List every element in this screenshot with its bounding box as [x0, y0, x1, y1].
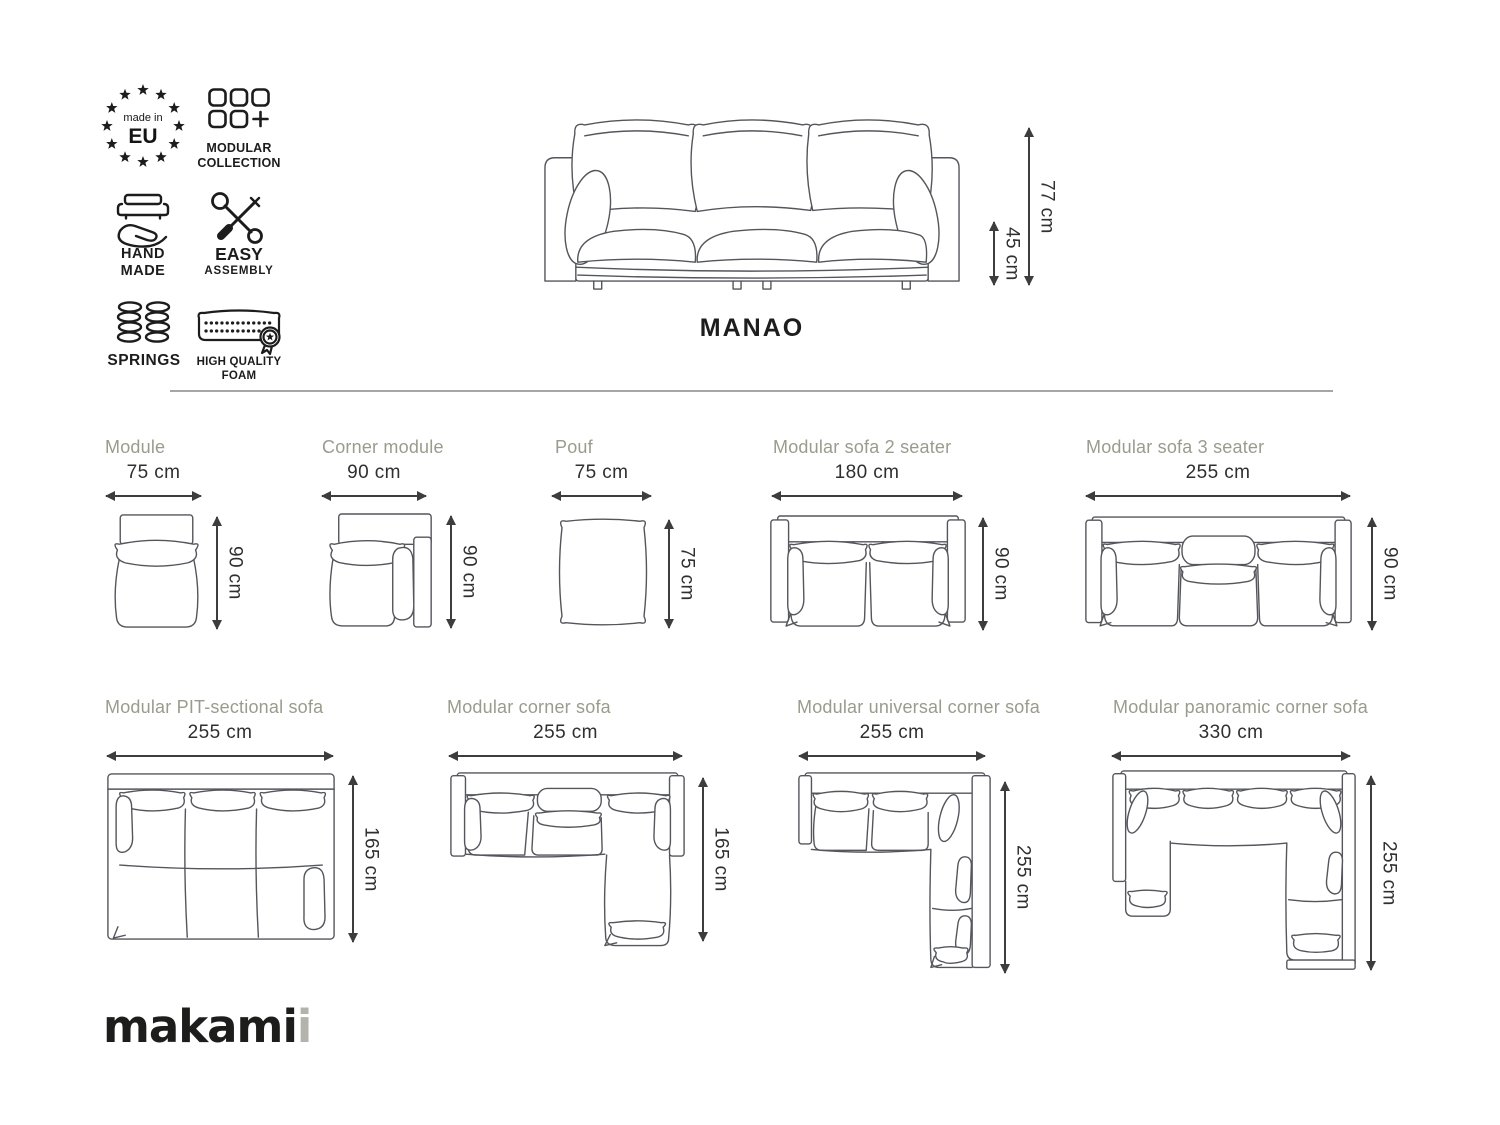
easy-line1: EASY — [215, 244, 263, 264]
depth-arrow — [702, 778, 704, 941]
depth-dimension — [450, 516, 480, 628]
modular-line1: MODULAR — [206, 141, 272, 155]
handmade-label — [108, 246, 178, 280]
modular-line2: COLLECTION — [197, 155, 281, 170]
product-cell-universal-corner-sofa — [797, 697, 1040, 910]
product-cell-corner-module — [322, 437, 480, 599]
depth-arrow — [352, 776, 354, 942]
modular-collection-label — [188, 141, 290, 171]
width-arrow — [799, 755, 985, 757]
eu-stars-icon — [101, 80, 185, 172]
made-in-label: made in — [123, 112, 163, 124]
total-height-value: 77 cm — [1036, 179, 1058, 234]
width-dimension — [552, 462, 651, 497]
depth-dimension — [1370, 776, 1400, 970]
depth-value: 165 cm — [710, 827, 732, 892]
width-dimension — [107, 722, 333, 757]
hero-sofa-drawing — [538, 110, 966, 294]
depth-value: 255 cm — [1012, 845, 1034, 910]
depth-value: 90 cm — [224, 546, 246, 600]
sofa-2-seater-top-view-drawing — [770, 515, 966, 632]
depth-arrow — [216, 517, 218, 629]
product-name: Module — [105, 437, 166, 457]
product-name: Modular universal corner sofa — [797, 697, 1040, 717]
width-dimension — [322, 462, 426, 497]
depth-value: 165 cm — [360, 826, 382, 892]
easy-assembly-icon — [209, 190, 267, 246]
width-arrow — [1112, 755, 1350, 757]
width-dimension — [106, 462, 201, 497]
width-arrow — [106, 495, 201, 497]
depth-dimension — [1004, 782, 1034, 973]
width-arrow — [107, 755, 333, 757]
depth-dimension — [702, 778, 732, 941]
product-name: Pouf — [555, 437, 593, 457]
depth-arrow — [668, 520, 670, 628]
seat-height-arrow — [993, 222, 995, 285]
product-title: MANAO — [699, 314, 805, 342]
product-name: Modular panoramic corner sofa — [1113, 697, 1368, 717]
depth-value: 75 cm — [676, 547, 698, 601]
width-dimension — [449, 722, 682, 757]
brand-logo — [103, 1000, 311, 1053]
depth-value: 90 cm — [458, 545, 480, 599]
pit-sectional-top-view-drawing — [107, 773, 335, 940]
handmade-line1: HAND — [121, 246, 165, 262]
width-value: 180 cm — [834, 462, 900, 483]
product-name: Modular corner sofa — [447, 697, 611, 717]
seat-height-value: 45 cm — [1001, 226, 1023, 281]
depth-arrow — [1370, 776, 1372, 970]
width-arrow — [449, 755, 682, 757]
module-top-view-drawing — [110, 514, 203, 631]
depth-dimension — [668, 520, 698, 628]
width-arrow — [772, 495, 962, 497]
width-dimension — [772, 462, 962, 497]
width-value: 90 cm — [347, 462, 401, 483]
easy-line2: ASSEMBLY — [204, 264, 274, 277]
corner-sofa-top-view-drawing — [450, 772, 685, 951]
depth-dimension — [352, 776, 382, 942]
corner-module-top-view-drawing — [325, 513, 433, 632]
width-arrow — [552, 495, 651, 497]
product-cell-sofa-3-seater — [1086, 437, 1401, 601]
product-cell-corner-sofa — [447, 697, 732, 892]
width-value: 75 cm — [126, 462, 181, 483]
eu-label: EU — [128, 125, 158, 148]
width-dimension — [799, 722, 985, 757]
width-value: 75 cm — [574, 462, 629, 483]
depth-arrow — [450, 516, 452, 628]
brand-logo-accent: i — [296, 1000, 312, 1053]
product-name: Modular sofa 2 seater — [773, 437, 952, 457]
depth-dimension — [982, 518, 1012, 630]
width-value: 255 cm — [187, 722, 253, 743]
foam-line2: FOAM — [221, 369, 257, 382]
width-value: 330 cm — [1198, 722, 1264, 743]
sofa-3-seater-top-view-drawing — [1085, 516, 1352, 630]
depth-value: 90 cm — [1379, 547, 1401, 601]
universal-corner-sofa-top-view-drawing — [798, 772, 991, 973]
product-cell-panoramic-corner-sofa — [1113, 697, 1400, 906]
product-cell-pit-sectional — [105, 697, 382, 892]
modular-collection-icon — [208, 88, 270, 136]
depth-dimension — [216, 517, 246, 629]
width-value: 255 cm — [859, 722, 925, 743]
width-value: 255 cm — [1185, 462, 1251, 483]
panoramic-corner-sofa-top-view-drawing — [1112, 770, 1356, 971]
pouf-top-view-drawing — [553, 516, 653, 628]
width-value: 255 cm — [533, 722, 598, 743]
product-cell-module — [105, 437, 246, 600]
handmade-icon — [112, 192, 174, 248]
width-arrow — [322, 495, 426, 497]
brand-logo-main: makami — [103, 1000, 297, 1053]
product-name: Corner module — [322, 437, 444, 457]
easy-assembly-label — [199, 244, 279, 278]
depth-value: 90 cm — [990, 547, 1012, 601]
section-divider — [170, 390, 1333, 392]
width-arrow — [1086, 495, 1350, 497]
total-height-dimension — [1028, 128, 1058, 285]
total-height-arrow — [1028, 128, 1030, 285]
depth-arrow — [982, 518, 984, 630]
product-name: Modular sofa 3 seater — [1086, 437, 1265, 457]
product-cell-pouf — [555, 437, 698, 601]
depth-arrow — [1371, 518, 1373, 630]
springs-label — [102, 352, 186, 370]
foam-line1: HIGH QUALITY — [196, 356, 282, 368]
product-cell-sofa-2-seater — [773, 437, 1012, 601]
handmade-line2: MADE — [120, 263, 166, 280]
depth-dimension — [1371, 518, 1401, 630]
depth-value: 255 cm — [1378, 840, 1400, 906]
foam-icon — [194, 306, 284, 356]
width-dimension — [1112, 722, 1350, 757]
width-dimension — [1086, 462, 1350, 497]
springs-icon — [114, 300, 174, 346]
foam-label — [190, 356, 288, 383]
seat-height-dimension — [993, 222, 1023, 285]
springs-text: SPRINGS — [107, 352, 181, 369]
depth-arrow — [1004, 782, 1006, 973]
product-name: Modular PIT-sectional sofa — [105, 697, 324, 717]
